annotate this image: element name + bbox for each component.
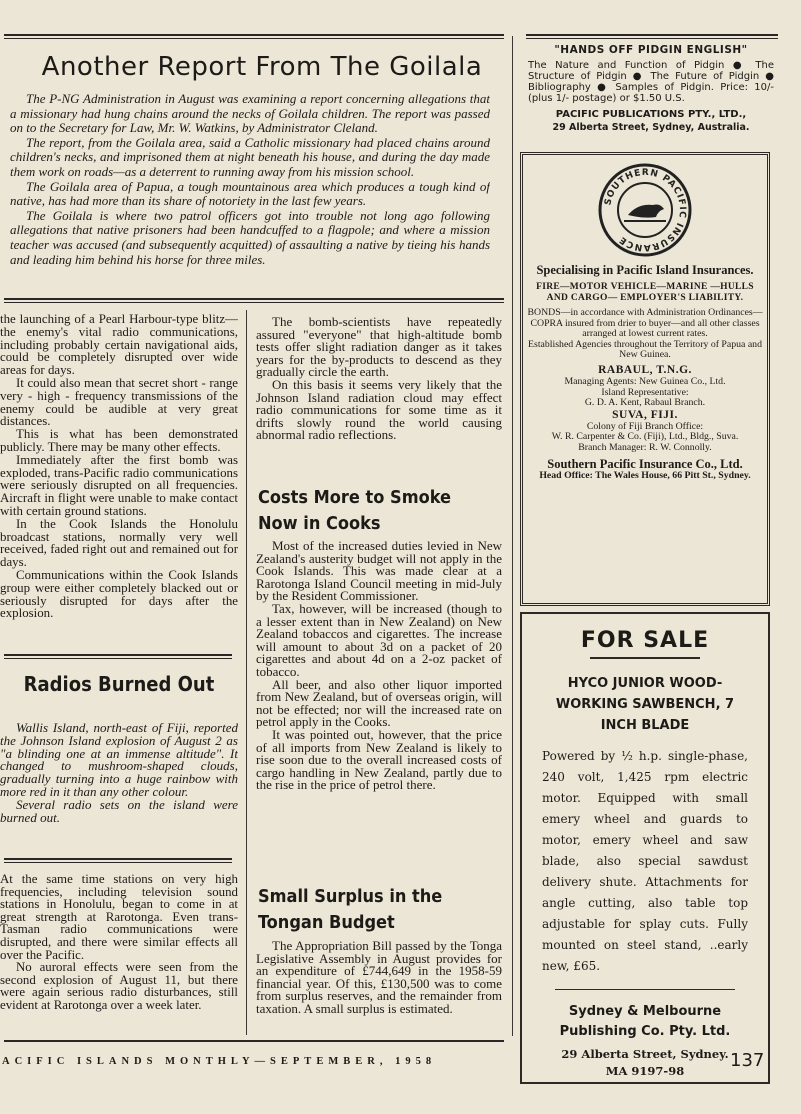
costs-headline: Costs More to Smoke Now in Cooks <box>258 487 451 534</box>
insurance-seal-icon <box>598 163 692 257</box>
ad-pidgin-title: "HANDS OFF PIDGIN ENGLISH" <box>554 44 748 56</box>
ad-pidgin-body: The Nature and Function of Pidgin ● The Structure of Pidgin ● The Future of Pidgin ● Bibliography ● Samples of Pidgin. Price: 10/- (plus 1/- postage) or $1.50 U.S. <box>528 60 774 104</box>
ad-for-sale <box>520 612 770 1084</box>
costs-story <box>256 540 502 792</box>
column-left-top <box>0 313 238 620</box>
paragraph: This is what has been demonstrated publicly. There may be many other effects. <box>0 427 238 454</box>
radios-story <box>0 722 238 824</box>
column-left-bottom <box>0 873 238 1012</box>
paragraph: In the Cook Islands the Honolulu broadcast stations, normally very well received, faded right out and remained out for days. <box>0 516 238 570</box>
lead-paragraph: The Goilala is where two patrol officers got into trouble not long ago following allegations that native prisoners had been handcuffed to a flagpole; and where a mission teacher was accused (and subsequently acquitted) of assaulting a native by tieing his hands and leading him behind his horse for three miles. <box>10 207 490 267</box>
insurance-agencies: Established Agencies throughout the Territory of Papua and New Guinea. <box>528 338 762 361</box>
insurance-seal-text: SOUTHERN PACIFIC INSURANCE <box>603 167 688 253</box>
paragraph: It could also mean that secret short - range very - high - frequency transmissions of the enemy could be audible at very great distances. <box>0 375 238 429</box>
column-divider <box>246 310 247 1035</box>
insurance-rabaul: RABAUL, T.N.G. <box>598 363 692 376</box>
paragraph: The bomb-scientists have repeatedly assured "everyone" that high-altitude bomb tests offer slight radiation danger as it takes years for the by-products to descend as they gradually circle the earth. <box>256 316 502 380</box>
lead-paragraph: The P-NG Administration in August was examining a report concerning allegations that a missionary had hung chains around the necks of Goilala children. The report was passed on to the Secretary for Law, Mr. W. Watkins, by Administrator Cleland. <box>10 92 490 136</box>
for-sale-headline: HYCO JUNIOR WOOD-WORKING SAWBENCH, 7 INCH BLADE <box>555 676 735 733</box>
for-sale-body: Powered by ½ h.p. single-phase, 240 volt, 1,425 rpm electric motor. Equipped with small emery wheel and guards to motor, emery wheel and saw blade, also special sawdust delivery shute. Attachments for angle cutting, also table top adjustable for splay cuts. Fully mounted on steel stand, ..early new, £65. <box>542 749 748 973</box>
insurance-specialising: Specialising in Pacific Island Insurances. <box>536 263 754 277</box>
page-title: Another Report From The Goilala <box>41 52 483 82</box>
paragraph: All beer, and also other liquor imported from New Zealand, but of overseas origin, will not be effected; nor will the increased rate on petrol apply in the Cooks. <box>256 676 502 730</box>
insurance-lines: FIRE—MOTOR VEHICLE—MARINE —HULLS AND CARGO— EMPLOYER'S LIABILITY. <box>536 282 754 303</box>
insurance-bonds: BONDS—in accordance with Administration Ordinances—COPRA insured from drier to buyer—and all other classes arranged at lowest current rates. <box>527 307 763 340</box>
insurance-suva: SUVA, FIJI. <box>612 408 678 421</box>
paragraph: At the same time stations on very high frequencies, including television sound stations in Honolulu, began to come in at great strength at Rarotonga. Even trans-Tasman radio communications were disrupted, and there were similar effects all over the Pacific. <box>0 873 238 962</box>
insurance-fiji-agent: W. R. Carpenter & Co. (Fiji), Ltd., Bldg., Suva. <box>551 431 739 443</box>
paragraph: The Appropriation Bill passed by the Tonga Legislative Assembly in August provides for an expenditure of £744,649 in the 1958-59 financial year. Of this, £130,500 was to come from surplus reserves, and the remainder from taxation. A small surplus is estimated. <box>256 940 502 1016</box>
paragraph: It was pointed out, however, that the price of all imports from New Zealand is likely to rise soon due to the overall increased costs of cargo handling in New Zealand, partly due to the rise in the price of petrol there. <box>256 726 502 792</box>
paragraph: Wallis Island, north-east of Fiji, reported the Johnson Island explosion of August 2 as "a blinding one at an immense altitude". It changed to mushroom-shaped clouds, gradually turning into a huge rainbow with more red in it than any other colour. <box>0 722 238 799</box>
footer-rule <box>4 1040 504 1044</box>
insurance-island-rep-label: Island Representative: <box>601 386 689 398</box>
insurance-island-rep: G. D. A. Kent, Rabaul Branch. <box>584 397 706 409</box>
insurance-rabaul-agents: Managing Agents: New Guinea Co., Ltd. <box>564 375 726 387</box>
footer-text: ACIFIC ISLANDS MONTHLY—SEPTEMBER, 1958 <box>2 1056 437 1067</box>
top-rule-right <box>526 34 778 39</box>
paragraph: On this basis it seems very likely that the Johnson Island radiation cloud may effect radio communications for some time as it drifts slowly round the world causing abnormal radio reflections. <box>256 376 502 442</box>
surplus-story <box>256 940 502 1016</box>
page-number: 137 <box>730 1050 765 1071</box>
for-sale-heading: FOR SALE <box>580 628 710 653</box>
ad-pidgin-publisher: PACIFIC PUBLICATIONS PTY., LTD., <box>555 109 747 120</box>
insurance-fiji-office: Colony of Fiji Branch Office: <box>586 420 704 432</box>
paragraph: the launching of a Pearl Harbour-type blitz—the enemy's vital radio communications, including probably certain navigational aids, could be completely disrupted over wide areas for days. <box>0 313 238 378</box>
surplus-headline: Small Surplus in the Tongan Budget <box>258 886 443 933</box>
insurance-company: Southern Pacific Insurance Co., Ltd. <box>547 456 743 471</box>
insurance-head-office: Head Office: The Wales House, 66 Pitt St., Sydney. <box>539 469 751 481</box>
lead-story <box>10 92 490 267</box>
ad-insurance <box>520 152 770 606</box>
radios-headline: Radios Burned Out <box>23 672 215 696</box>
section-rule <box>4 654 232 659</box>
paragraph: No auroral effects were seen from the second explosion of August 11, but there were again serious radio disturbances, still evident at Rarotonga over a week later. <box>0 960 238 1012</box>
column-divider <box>512 36 513 1036</box>
paragraph: Most of the increased duties levied in New Zealand's austerity budget will not apply in the Cook Islands. This was made clear at a Rarotonga Island Council meeting in mid-July by the Resident Commissioner. <box>256 540 502 604</box>
column-middle-top <box>256 316 502 442</box>
ad-pidgin <box>522 44 780 133</box>
lead-paragraph: The report, from the Goilala area, said a Catholic missionary had placed chains around children's necks, and imprisoned them at night beneath his house, and during the day made them work on roads—as a deterrent to running away from his mission school. <box>10 134 490 179</box>
ad-pidgin-address: 29 Alberta Street, Sydney, Australia. <box>552 122 750 133</box>
for-sale-address: 29 Alberta Street, Sydney. <box>561 1047 729 1061</box>
for-sale-divider <box>555 989 735 990</box>
section-rule <box>4 858 232 863</box>
top-rule <box>4 34 504 39</box>
paragraph: Communications within the Cook Islands group were either completely blacked out or seriously disrupted for days after the explosion. <box>0 567 238 621</box>
paragraph: Several radio sets on the island were burned out. <box>0 796 238 825</box>
for-sale-phone: MA 9197-98 <box>605 1064 685 1078</box>
section-rule <box>4 298 504 303</box>
insurance-branch-manager: Branch Manager: R. W. Connolly. <box>578 441 712 453</box>
paragraph: Immediately after the first bomb was exploded, trans-Pacific radio communications were seriously disrupted on all frequencies. Aircraft in flight were unable to make contact with certain ground stations. <box>0 452 238 518</box>
for-sale-publisher: Sydney & Melbourne Publishing Co. Pty. Ltd. <box>559 1004 731 1039</box>
paragraph: Tax, however, will be increased (though to a lesser extent than in New Zealand) on New Zealand tobaccos and cigarettes. The increase will amount to about 3d on a packet of 20 cigarettes and about 4d on a 2-oz packet of tobacco. <box>256 600 502 679</box>
for-sale-underline <box>590 657 700 659</box>
lead-paragraph: The Goilala area of Papua, a tough mountainous area which produces a tough kind of native, has had more than its share of notoriety in the last few years. <box>10 178 490 209</box>
